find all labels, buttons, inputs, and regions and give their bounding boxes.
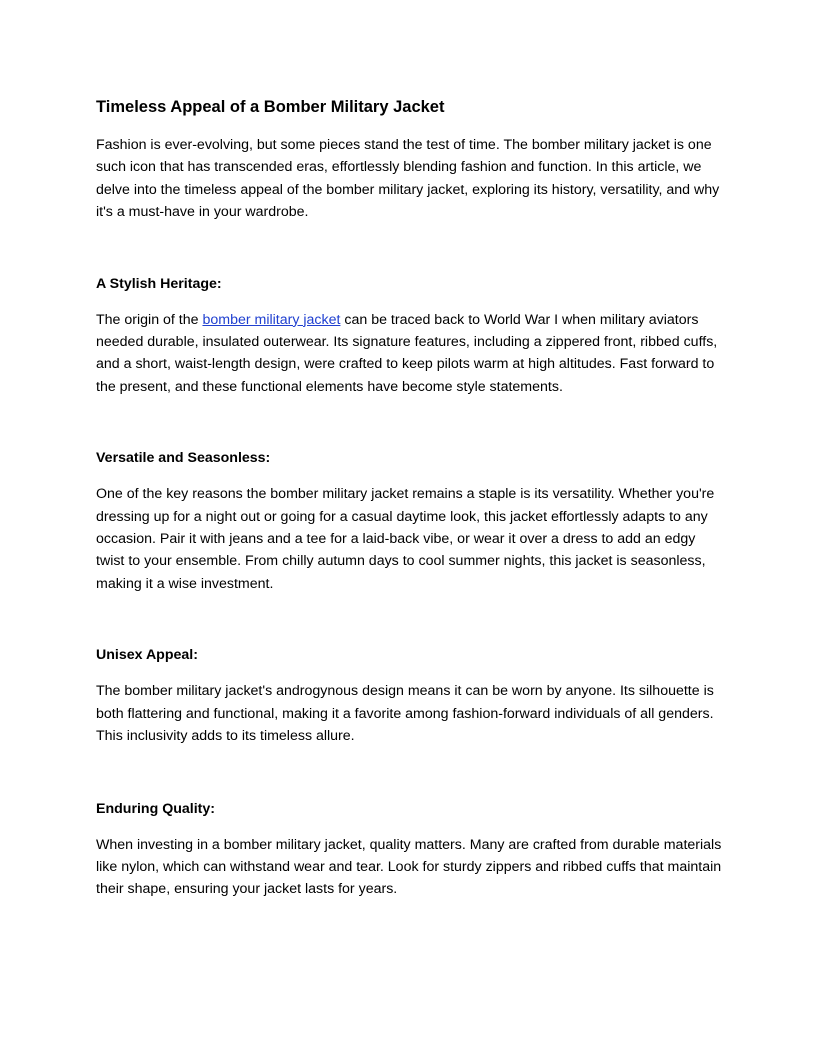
section-paragraph-heritage [96,309,722,399]
document-page [96,96,722,901]
paragraph-text-before-link: The origin of the [96,311,203,328]
section-heading-versatile: Versatile and Seasonless: [96,450,271,467]
section-heading-quality: Enduring Quality: [96,800,216,817]
intro-paragraph: Fashion is ever-evolving, but some pieces stand the test of time. The bomber military jacket is one such icon that has transcended eras, effortlessly blending fashion and function. In this article, we delve into the timeless appeal of the bomber military jacket, exploring its history, versatility, and why it's a must-have in your wardrobe. [96,137,720,221]
section-paragraph-quality: When investing in a bomber military jacket, quality matters. Many are crafted from durable materials like nylon, which can withstand wear and tear. Look for sturdy zippers and ribbed cuffs that maintain their shape, ensuring your jacket lasts for years. [96,836,722,898]
bomber-military-jacket-link[interactable]: bomber military jacket [202,311,341,328]
section-heading-unisex: Unisex Appeal: [96,647,198,664]
section-paragraph-unisex: The bomber military jacket's androgynous design means it can be worn by anyone. Its silhouette is both flattering and functional, making it a favorite among fashion-forward individuals of all genders. This inclusivity adds to its timeless allure. [96,683,714,745]
document-title: Timeless Appeal of a Bomber Military Jacket [96,98,445,116]
paragraph-text-after-link: can be traced back to World War I when military aviators needed durable, insulated outerwear. Its signature features, including a zippered front, ribbed cuffs, and a short, waist-length design, were crafted to keep pilots warm at high altitudes. Fast forward to the present, and these functional elements have become style statements. [96,311,718,395]
section-heading-heritage: A Stylish Heritage: [96,275,222,292]
section-paragraph-versatile: One of the key reasons the bomber military jacket remains a staple is its versatility. Whether you're dressing up for a night out or going for a casual daytime look, this jacket effortlessly adapts to any occasion. Pair it with jeans and a tee for a laid-back vibe, or wear it over a dress to add an edgy twist to your ensemble. From chilly autumn days to cool summer nights, this jacket is seasonless, making it a wise investment. [96,486,715,592]
